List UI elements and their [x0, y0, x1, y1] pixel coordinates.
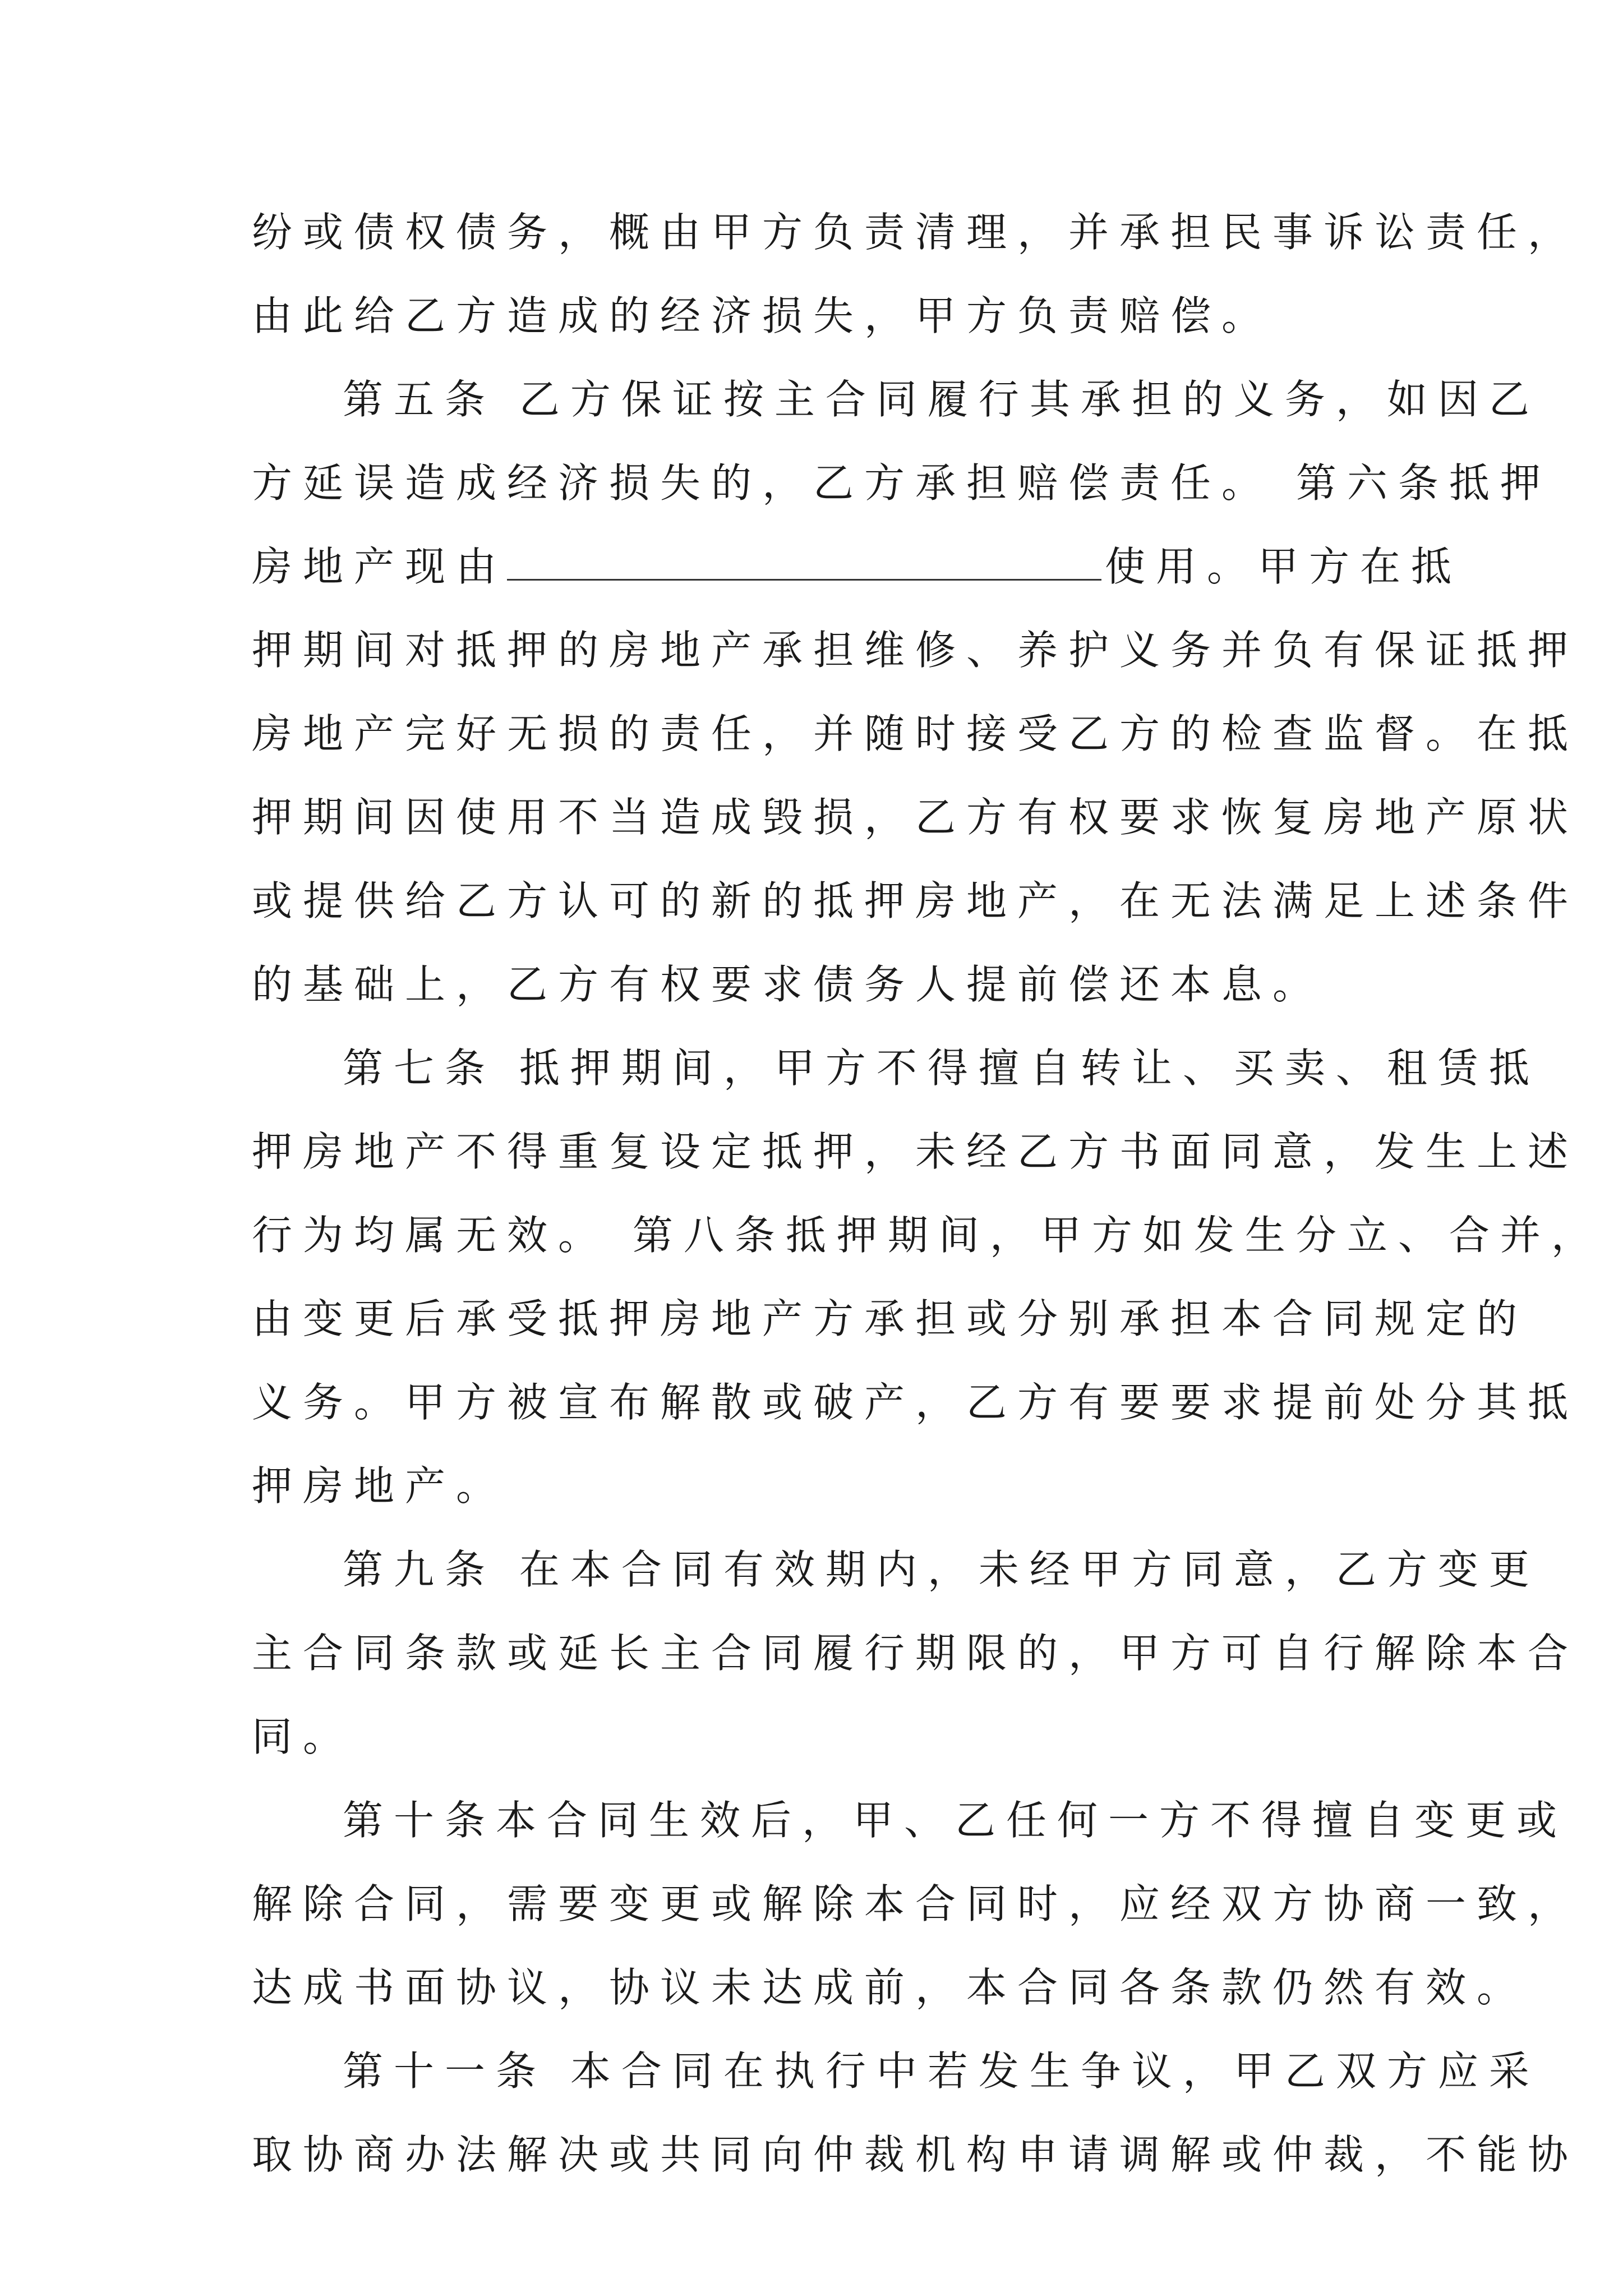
text-line: 由变更后承受抵押房地产方承担或分别承担本合同规定的 [252, 1295, 1528, 1342]
text-line: 押期间对抵押的房地产承担维修、养护义务并负有保证抵押 [252, 627, 1579, 674]
text-line: 押期间因使用不当造成毁损，乙方有权要求恢复房地产原状 [252, 794, 1579, 841]
article-10-start-line: 第十条本合同生效后，甲、乙任何一方不得擅自变更或 [343, 1797, 1568, 1844]
text-line: 义务。甲方被宣布解散或破产，乙方有要要求提前处分其抵 [252, 1379, 1579, 1426]
text-line: 达成书面协议，协议未达成前，本合同各条款仍然有效。 [252, 1964, 1528, 2011]
text-line: 方延误造成经济损失的，乙方承担赔偿责任。 第六条抵押 [252, 459, 1551, 507]
article-11-start-line: 第十一条 本合同在执行中若发生争议，甲乙双方应采 [343, 2047, 1540, 2095]
text-line: 解除合同，需要变更或解除本合同时，应经双方协商一致， [252, 1880, 1579, 1927]
fill-in-blank-line [507, 577, 1101, 581]
text-line: 房地产完好无损的责任，并随时接受乙方的检查监督。在抵 [252, 710, 1579, 757]
text-line-with-blank [252, 525, 1463, 609]
article-7-start-line: 第七条 抵押期间，甲方不得擅自转让、买卖、租赁抵 [343, 1045, 1540, 1092]
text-line: 同。 [252, 1713, 354, 1760]
contract-body-text [252, 191, 1602, 2197]
text-line: 押房地产。 [252, 1462, 508, 1510]
text-line: 纷或债权债务，概由甲方负责清理，并承担民事诉讼责任， [252, 209, 1579, 256]
text-line: 的基础上，乙方有权要求债务人提前偿还本息。 [252, 961, 1324, 1008]
article-9-start-line: 第九条 在本合同有效期内，未经甲方同意，乙方变更 [343, 1546, 1540, 1593]
text-line: 取协商办法解决或共同向仲裁机构申请调解或仲裁，不能协 [252, 2131, 1579, 2178]
text-line: 主合同条款或延长主合同履行期限的，甲方可自行解除本合 [252, 1630, 1579, 1677]
text-line: 或提供给乙方认可的新的抵押房地产，在无法满足上述条件 [252, 877, 1579, 924]
text-line: 由此给乙方造成的经济损失，甲方负责赔偿。 [252, 292, 1273, 339]
text-line: 行为均属无效。 第八条抵押期间，甲方如发生分立、合并， [252, 1212, 1602, 1259]
article-5-start-line: 第五条 乙方保证按主合同履行其承担的义务，如因乙 [343, 376, 1540, 423]
text-line: 押房地产不得重复设定抵押，未经乙方书面同意，发生上述 [252, 1128, 1579, 1175]
text-after-blank: 使用。甲方在抵 [1105, 543, 1463, 590]
text-before-blank: 房地产现由 [252, 543, 508, 590]
